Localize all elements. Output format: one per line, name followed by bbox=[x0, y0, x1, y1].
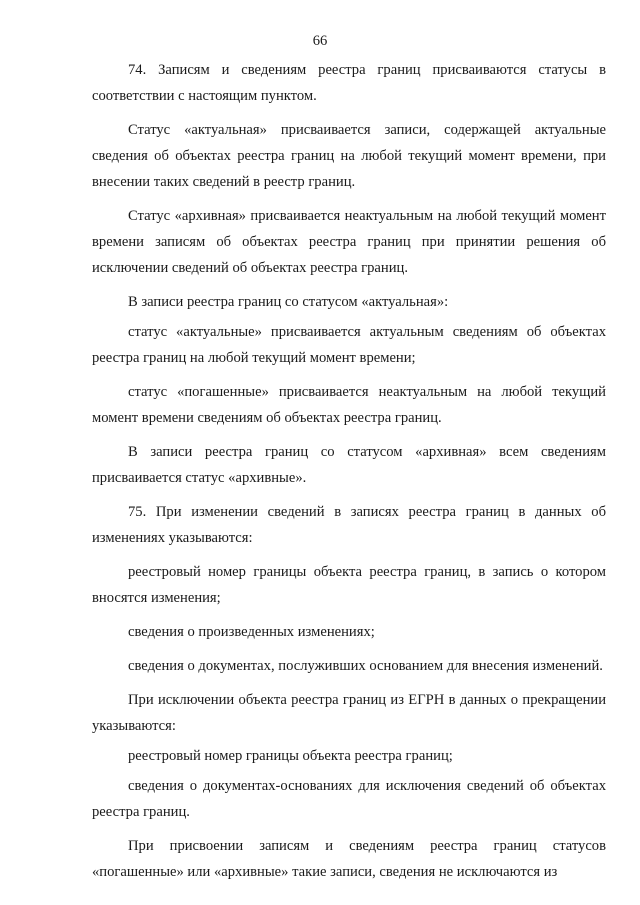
paragraph-exclusion-documents: сведения о документах-основаниях для исключения сведений об объектах реестра границ. bbox=[92, 778, 606, 820]
page-number: 66 bbox=[312, 33, 328, 49]
paragraph-74-intro: 74. Записям и сведениям реестра границ присваиваются статусы в соответствии с настоящим пунктом. bbox=[92, 62, 606, 104]
paragraph-status-actual-info: статус «актуальные» присваивается актуальным сведениям об объектах реестра границ на любой текущий момент времени; bbox=[92, 324, 606, 366]
paragraph-exclusion-intro: При исключении объекта реестра границ из ЕГРН в данных о прекращении указываются: bbox=[92, 692, 606, 734]
paragraph-documents-basis: сведения о документах, послуживших основанием для внесения изменений. bbox=[128, 658, 603, 674]
paragraph-archive-record: В записи реестра границ со статусом «архивная» всем сведениям присваивается статус «архивные». bbox=[92, 444, 606, 486]
paragraph-actual-record: В записи реестра границ со статусом «актуальная»: bbox=[128, 294, 449, 310]
paragraph-registry-number: реестровый номер границы объекта реестра границ, в запись о котором вносятся изменения; bbox=[92, 564, 606, 606]
paragraph-exclusion-number: реестровый номер границы объекта реестра границ; bbox=[128, 748, 453, 764]
paragraph-status-archive: Статус «архивная» присваивается неактуальным на любой текущий момент времени записям об объектах реестра границ при принятии решения об исключении сведений об объектах реестра границ. bbox=[92, 208, 606, 276]
paragraph-changes-info: сведения о произведенных изменениях; bbox=[128, 624, 375, 640]
paragraph-status-redeemed: статус «погашенные» присваивается неактуальным на любой текущий момент времени сведениям об объектах реестра границ. bbox=[92, 384, 606, 426]
body-text bbox=[92, 55, 606, 885]
paragraph-status-actual: Статус «актуальная» присваивается записи, содержащей актуальные сведения об объектах реестра границ на любой текущий момент времени, при внесении таких сведений в реестр границ. bbox=[92, 122, 606, 190]
paragraph-75-intro: 75. При изменении сведений в записях реестра границ в данных об изменениях указываются: bbox=[92, 504, 606, 546]
paragraph-assigning-statuses: При присвоении записям и сведениям реестра границ статусов «погашенные» или «архивные» такие записи, сведения не исключаются из bbox=[92, 838, 606, 880]
